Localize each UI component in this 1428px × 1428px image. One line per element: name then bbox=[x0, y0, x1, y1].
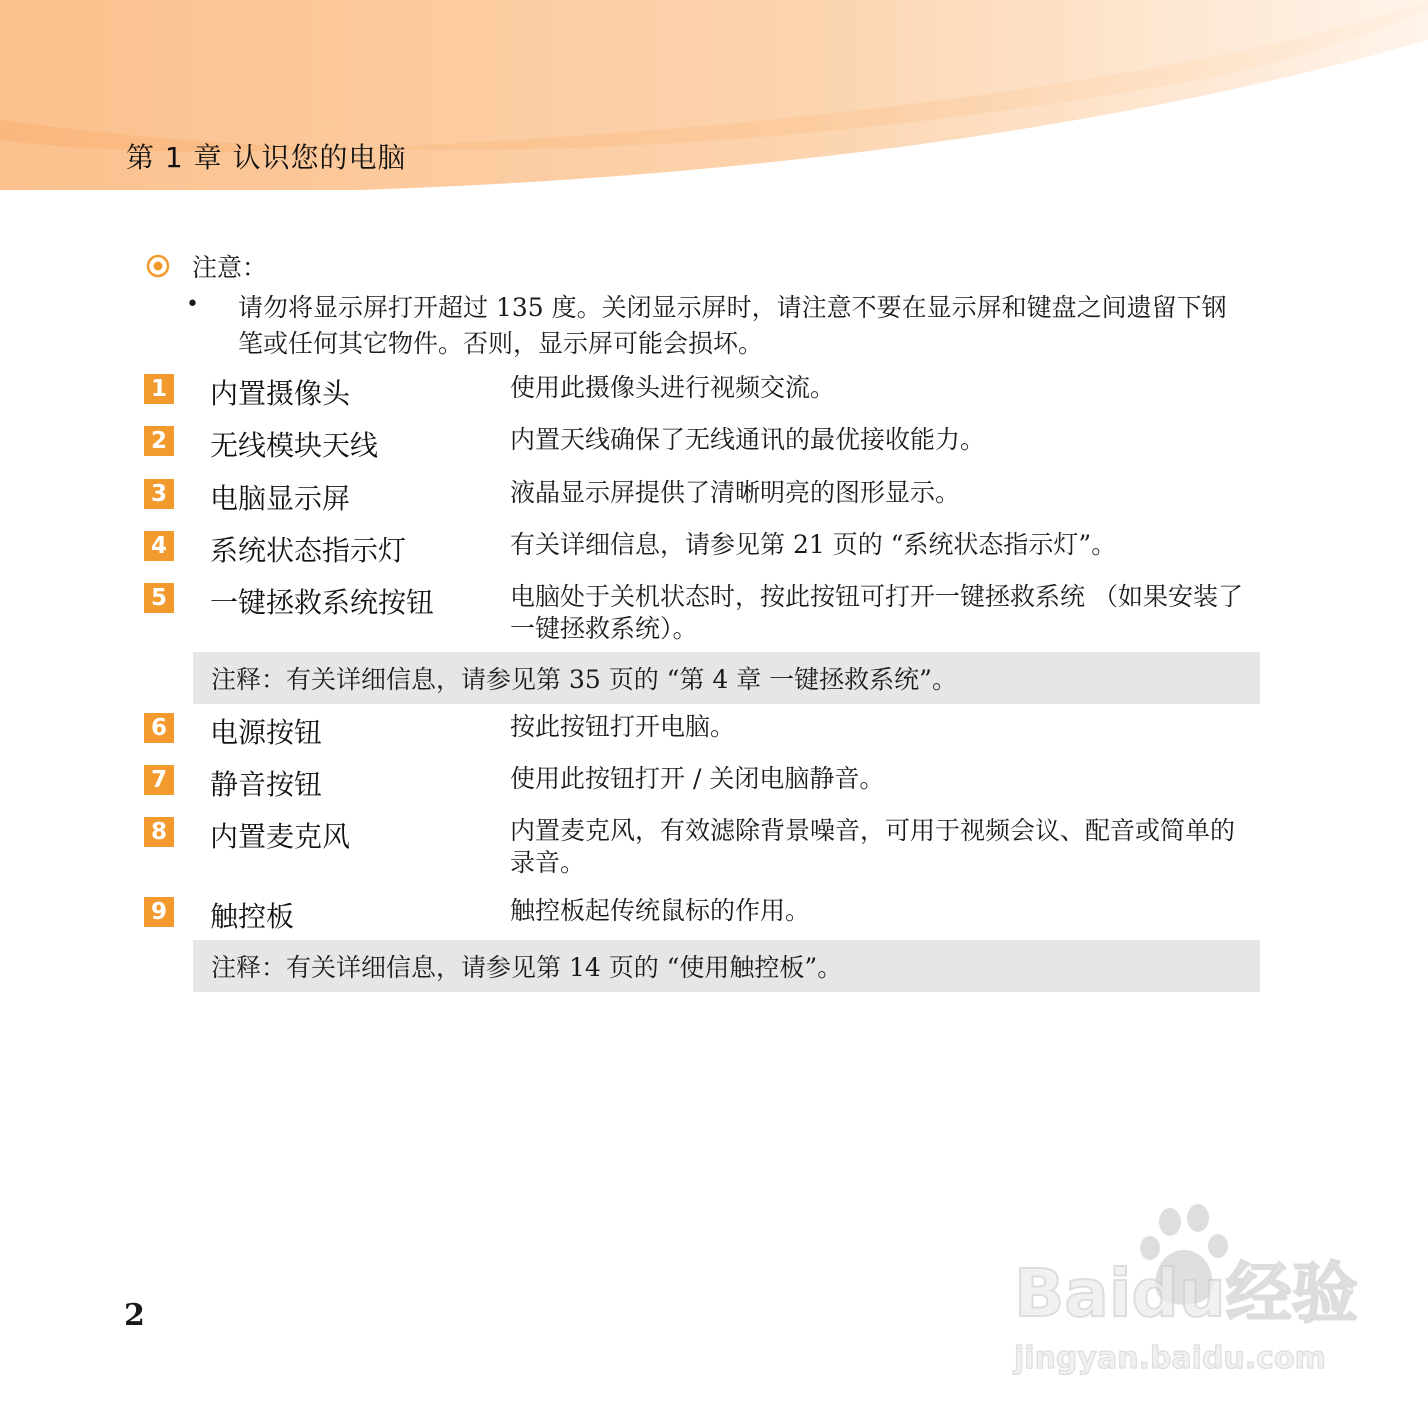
watermark-url: jingyan.baidu.com bbox=[1014, 1341, 1326, 1376]
item-name: 无线模块天线 bbox=[210, 429, 379, 462]
note-box bbox=[193, 940, 1260, 992]
item-description: 液晶显示屏提供了清晰明亮的图形显示。 bbox=[510, 478, 961, 507]
number-badge: 3 bbox=[144, 479, 174, 509]
item-description: 内置天线确保了无线通讯的最优接收能力。 bbox=[510, 425, 986, 454]
item-description: 使用此按钮打开 / 关闭电脑静音。 bbox=[510, 764, 885, 793]
item-name: 触控板 bbox=[210, 900, 295, 933]
item-description: 电脑处于关机状态时，按此按钮可打开一键拯救系统 （如果安装了一键拯救系统）。 bbox=[510, 582, 1243, 643]
number-badge: 6 bbox=[144, 713, 174, 743]
page-number: 2 bbox=[124, 1298, 145, 1333]
number-badge: 8 bbox=[144, 817, 174, 847]
target-circle-icon bbox=[146, 254, 170, 278]
item-name: 电脑显示屏 bbox=[210, 482, 351, 515]
item-description: 有关详细信息，请参见第 21 页的 “系统状态指示灯”。 bbox=[510, 530, 1117, 559]
baidu-watermark-logo bbox=[1000, 1200, 1360, 1390]
notice-text: 请勿将显示屏打开超过 135 度。关闭显示屏时，请注意不要在显示屏和键盘之间遗留下钢笔或任何其它物件。否则，显示屏可能会损坏。 bbox=[238, 293, 1227, 358]
item-name: 系统状态指示灯 bbox=[210, 534, 407, 567]
item-description: 触控板起传统鼠标的作用。 bbox=[510, 896, 811, 925]
note-text: 注释：有关详细信息，请参见第 14 页的 “使用触控板”。 bbox=[211, 953, 843, 982]
item-description: 使用此摄像头进行视频交流。 bbox=[510, 373, 836, 402]
number-badge: 9 bbox=[144, 897, 174, 927]
item-name: 一键拯救系统按钮 bbox=[210, 586, 435, 619]
number-badge: 5 bbox=[144, 583, 174, 613]
bullet-dot: • bbox=[186, 292, 199, 317]
number-badge: 4 bbox=[144, 531, 174, 561]
number-badge: 2 bbox=[144, 426, 174, 456]
item-name: 电源按钮 bbox=[210, 716, 323, 749]
item-name: 静音按钮 bbox=[210, 768, 323, 801]
item-name: 内置麦克风 bbox=[210, 820, 351, 853]
number-badge: 1 bbox=[144, 374, 174, 404]
note-box bbox=[193, 652, 1260, 704]
item-description: 内置麦克风，有效滤除背景噪音，可用于视频会议、配音或简单的录音。 bbox=[510, 816, 1236, 877]
notice-label: 注意： bbox=[192, 253, 268, 282]
item-description: 按此按钮打开电脑。 bbox=[510, 712, 736, 741]
chapter-title: 第 1 章 认识您的电脑 bbox=[126, 141, 407, 174]
item-name: 内置摄像头 bbox=[210, 377, 351, 410]
note-text: 注释：有关详细信息，请参见第 35 页的 “第 4 章 一键拯救系统”。 bbox=[211, 665, 957, 694]
number-badge: 7 bbox=[144, 765, 174, 795]
watermark-brand: Baidu经验 bbox=[1014, 1255, 1358, 1332]
